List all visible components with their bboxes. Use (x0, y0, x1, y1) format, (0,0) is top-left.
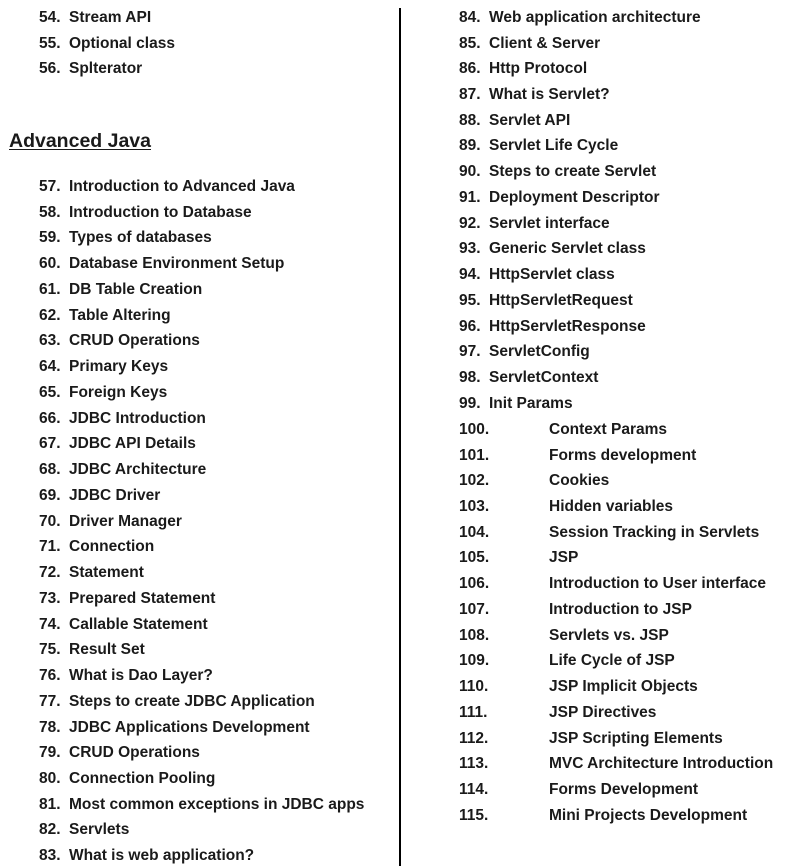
item-number: 113. (459, 755, 489, 772)
item-text: Servlet API (489, 112, 571, 129)
item-number: 95. (459, 292, 481, 309)
item-text: Cookies (549, 472, 610, 489)
item-number: 70. (39, 513, 61, 530)
item-number: 98. (459, 369, 481, 386)
item-number: 80. (39, 770, 61, 787)
item-text: JSP Implicit Objects (549, 678, 698, 695)
item-number: 65. (39, 384, 61, 401)
item-number: 104. (459, 524, 490, 541)
item-text: Session Tracking in Servlets (549, 524, 760, 541)
item-text: Statement (69, 564, 144, 581)
item-number: 74. (39, 616, 61, 633)
item-number: 89. (459, 137, 481, 154)
item-number: 90. (459, 163, 481, 180)
item-number: 55. (39, 35, 61, 52)
item-text: HttpServletRequest (489, 292, 633, 309)
item-text: Generic Servlet class (489, 240, 646, 257)
item-number: 81. (39, 796, 61, 813)
item-number: 92. (459, 215, 481, 232)
item-number: 101. (459, 447, 490, 464)
item-number: 94. (459, 266, 481, 283)
item-text: Steps to create Servlet (489, 163, 657, 180)
item-number: 83. (39, 847, 61, 864)
item-text: Most common exceptions in JDBC apps (69, 796, 365, 813)
item-text: MVC Architecture Introduction (549, 755, 774, 772)
item-number: 102. (459, 472, 490, 489)
item-number: 57. (39, 178, 61, 195)
item-number: 63. (39, 332, 61, 349)
item-text: JDBC Driver (69, 487, 161, 504)
item-text: Connection Pooling (69, 770, 216, 787)
item-text: Servlet Life Cycle (489, 137, 619, 154)
item-text: Result Set (69, 641, 145, 658)
item-number: 72. (39, 564, 61, 581)
item-text: Prepared Statement (69, 590, 216, 607)
item-text: Primary Keys (69, 358, 169, 375)
item-text: Forms development (549, 447, 697, 464)
item-number: 58. (39, 204, 61, 221)
item-text: Hidden variables (549, 498, 674, 515)
item-number: 96. (459, 318, 481, 335)
item-number: 67. (39, 435, 61, 452)
item-text: What is Servlet? (489, 86, 610, 103)
item-text: Web application architecture (489, 9, 701, 26)
item-text: JDBC Applications Development (69, 719, 310, 736)
item-text: Http Protocol (489, 60, 588, 77)
item-number: 106. (459, 575, 490, 592)
item-text: Stream API (69, 9, 152, 26)
item-number: 114. (459, 781, 489, 798)
item-number: 105. (459, 549, 490, 566)
item-number: 108. (459, 627, 490, 644)
item-text: HttpServlet class (489, 266, 615, 283)
item-number: 76. (39, 667, 61, 684)
item-text: Client & Server (489, 35, 601, 52)
item-number: 110. (459, 678, 489, 695)
item-text: Steps to create JDBC Application (69, 693, 315, 710)
item-number: 64. (39, 358, 61, 375)
item-number: 115. (459, 807, 489, 824)
item-number: 88. (459, 112, 481, 129)
item-text: Deployment Descriptor (489, 189, 660, 206)
item-text: Splterator (69, 60, 143, 77)
item-number: 56. (39, 60, 61, 77)
item-number: 107. (459, 601, 490, 618)
item-number: 99. (459, 395, 481, 412)
item-text: Introduction to Advanced Java (69, 178, 295, 195)
item-number: 82. (39, 821, 61, 838)
item-number: 69. (39, 487, 61, 504)
section-heading: Advanced Java (9, 130, 151, 152)
item-text: Introduction to Database (69, 204, 252, 221)
item-text: CRUD Operations (69, 744, 200, 761)
item-number: 86. (459, 60, 481, 77)
item-text: JDBC API Details (69, 435, 196, 452)
item-text: DB Table Creation (69, 281, 203, 298)
item-text: What is web application? (69, 847, 255, 864)
item-number: 93. (459, 240, 481, 257)
item-number: 61. (39, 281, 61, 298)
item-number: 73. (39, 590, 61, 607)
column-divider (399, 8, 401, 866)
item-number: 103. (459, 498, 490, 515)
item-text: Servlets vs. JSP (549, 627, 669, 644)
item-number: 71. (39, 538, 61, 555)
item-number: 97. (459, 343, 481, 360)
item-number: 112. (459, 730, 489, 747)
item-text: ServletConfig (489, 343, 590, 360)
item-text: Introduction to JSP (549, 601, 692, 618)
item-text: Optional class (69, 35, 175, 52)
item-text: Forms Development (549, 781, 699, 798)
item-number: 87. (459, 86, 481, 103)
item-text: CRUD Operations (69, 332, 200, 349)
item-text: Servlets (69, 821, 130, 838)
item-number: 60. (39, 255, 61, 272)
item-text: Callable Statement (69, 616, 208, 633)
item-number: 66. (39, 410, 61, 427)
item-number: 77. (39, 693, 61, 710)
item-number: 109. (459, 652, 490, 669)
item-number: 111. (459, 704, 488, 721)
item-text: JSP (549, 549, 579, 566)
item-text: Foreign Keys (69, 384, 168, 401)
item-number: 85. (459, 35, 481, 52)
item-text: Servlet interface (489, 215, 610, 232)
item-text: JSP Scripting Elements (549, 730, 723, 747)
item-text: Connection (69, 538, 155, 555)
item-text: What is Dao Layer? (69, 667, 213, 684)
item-text: Driver Manager (69, 513, 182, 530)
item-number: 68. (39, 461, 61, 478)
item-text: Mini Projects Development (549, 807, 748, 824)
item-text: Context Params (549, 421, 668, 438)
item-number: 78. (39, 719, 61, 736)
item-text: HttpServletResponse (489, 318, 646, 335)
item-text: Database Environment Setup (69, 255, 285, 272)
item-number: 100. (459, 421, 490, 438)
item-number: 91. (459, 189, 481, 206)
item-number: 79. (39, 744, 61, 761)
item-text: Table Altering (69, 307, 171, 324)
item-text: Introduction to User interface (549, 575, 767, 592)
item-number: 54. (39, 9, 61, 26)
item-text: JDBC Architecture (69, 461, 207, 478)
item-text: ServletContext (489, 369, 599, 386)
item-number: 62. (39, 307, 61, 324)
item-text: Types of databases (69, 229, 212, 246)
item-number: 59. (39, 229, 61, 246)
item-text: JDBC Introduction (69, 410, 206, 427)
item-text: Init Params (489, 395, 573, 412)
item-text: Life Cycle of JSP (549, 652, 675, 669)
item-number: 84. (459, 9, 481, 26)
item-number: 75. (39, 641, 61, 658)
item-text: JSP Directives (549, 704, 657, 721)
